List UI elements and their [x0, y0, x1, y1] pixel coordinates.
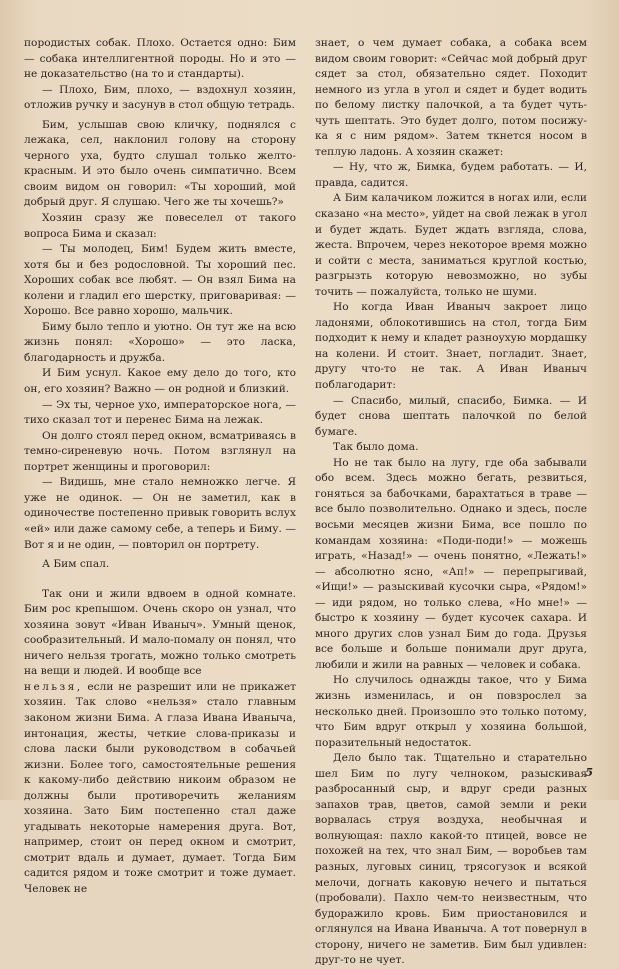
paragraph: Хозяин сразу же повеселел от такого вопроса Бима и сказал: — [24, 212, 296, 240]
paragraph: Но не так было на лугу, где оба забывали обо всем. Здесь можно бегать, резвиться, гоняться за бабочками, барахтаться в траве — все было позволительно. Однако и здесь, после восьми месяцев жизни Бима, все пошло по командам хозяина: «Поди-поди!» — можешь играть, «Назад!» — очень понятно, «Лежать!» — абсолютно ясно, «Ап!» — перепрыгивай, «Ищи!» — разыскивай кусочки сыра, «Рядом!» — иди рядом, но только слева, «Но мне!» — быстро к хозяину — будет кусочек сахара. И много других слов узнал Бим до года. Друзья все больше и больше понимали друг друга, любили и жили на равных — человек и собака. — [315, 456, 587, 671]
paragraph: А Бим калачиком ложится в ногах или, если сказано «на место», уйдет на свой лежак в угол и будет ждать. Будет ждать взгляда, слова, жеста. Впрочем, через некоторое время можно и сойти с места, заниматься круглой костью, разгрызть которую невозможно, но зубы точить — пожалуйста, только не шуми. — [315, 192, 587, 298]
paragraph: — Видишь, мне стало немножко легче. Я уже не одинок. — Он не заметил, как в одиночестве постепенно привык говорить вслух «ей» или даже самому себе, а теперь и Биму. — Вот я и не один, — повторил он портрету. — [24, 476, 296, 551]
paragraph: Но случилось однажды такое, что у Бима жизнь изменилась, и он повзрослел за несколько дней. Произошло это только потому, что Бим вдруг открыл у хозяина большой, поразительный недостаток. — [315, 674, 587, 749]
paragraph: Так они и жили вдвоем в одной комнате. Бим рос крепышом. Очень скоро он узнал, что хозяина зовут «Иван Иваныч». Умный щенок, сообразительный. И мало-помалу он понял, что ничего нельзя трогать, можно только смотреть на вещи и людей. И вообще все — [24, 587, 296, 678]
paragraph: А Бим спал. — [42, 558, 110, 571]
page-number: 5 — [585, 766, 593, 779]
paragraph: нельзя, если не разрешит или не прикажет хозяин. Так слово «нельзя» стало главным законом жизни Бима. А глаза Ивана Иваныча, интонация, жесты, четкие слова-приказы и слова ласки были руководством в собачьей жизни. Более того, самостоятельные решения к какому-либо действию никоим образом не должны были противоречить желаниям хозяина. Зато Бим постепенно стал даже угадывать некоторые намерения друга. Вот, например, стоит он перед окном и смотрит, смотрит вдаль и думает, думает. Тогда Бим садится рядом и тоже смотрит и тоже думает. Человек не — [24, 680, 296, 895]
paragraph: Он долго стоял перед окном, всматриваясь в темно-сиреневую ночь. Потом взглянул на портрет женщины и проговорил: — [24, 429, 296, 473]
paragraph: Бим, услышав свою кличку, поднялся с лежака, сел, наклонил голову на сторону черного уха, будто слушал только желто-красным. И это было очень симпатично. Всем своим видом он говорил: «Ты хороший, мой добрый друг. Я слушаю. Чего же ты хочешь?» — [24, 118, 296, 209]
paragraph: породистых собак. Плохо. Остается одно: Бим — собака интеллигентной породы. Но и это — не доказательство (на то и стандарты). — [24, 37, 296, 81]
spaced-word: нельзя, — [24, 680, 83, 693]
paragraph: — Спасибо, милый, спасибо, Бимка. — И будет снова шептать палочкой по белой бумаге. — [315, 394, 587, 438]
paragraph: — Ты молодец, Бим! Будем жить вместе, хотя бы и без родословной. Ты хороший пес. Хороших собак все любят. — Он взял Бима на колени и гладил его шерстку, приговаривая: — Хорошо. Все равно хорошо, мальчик. — [24, 243, 296, 318]
left-column — [24, 36, 296, 898]
paragraph: Но когда Иван Иваныч закроет лицо ладонями, облокотившись на стол, тогда Бим подходит к нему и кладет разноухую мордашку на колени. И стоит. Знает, погладит. Знает, другу что-то не так. А Иван Иваныч поблагодарит: — [315, 301, 587, 392]
paragraph: знает, о чем думает собака, а собака всем видом своим говорит: «Сейчас мой добрый друг сядет за стол, обязательно сядет. Походит немного из угла в угол и сядет и будет водить по белому листку палочкой, а та будет чуть-чуть шептать. Это будет долго, потом посижу-ка я с ним рядом». Затем ткнется носом в теплую ладонь. А хозяин скажет: — [315, 37, 587, 158]
paragraph: Так было дома. — [333, 441, 419, 454]
right-column — [315, 36, 587, 969]
paragraph: — Плохо, Бим, плохо, — вздохнул хозяин, отложив ручку и засунув в стол общую тетрадь. — [24, 83, 296, 112]
paragraph: Дело было так. Тщательно и старательно шел Бим по лугу челноком, разыскивая разбросанный сыр, и вдруг среди разных запахов трав, цветов, самой земли и реки ворвалась струя воздуха, необычная и волнующая: пахло какой-то птицей, вовсе не похожей на тех, что знал Бим, — воробьев там разных, луговых синиц, трясогузок и всякой мелочи, догнать каковую нечего и пытаться (пробовали). Пахло чем-то неизвестным, что будоражило кровь. Бим приостановился и оглянулся на Ивана Иваныча. А тот повернул в сторону, ничего не заметив. Бим был удивлен: друг-то не чует. — [315, 752, 587, 967]
paragraph: — Эх ты, черное ухо, императорское ногa, — тихо сказал тот и перенес Бима на лежак. — [24, 398, 296, 427]
paragraph: — Ну, что ж, Бимка, будем работать. — И, правда, садится. — [315, 161, 587, 189]
paragraph: И Бим уснул. Какое ему дело до того, кто он, его хозяин? Важно — он родной и близкий. — [24, 367, 296, 396]
paragraph: Биму было тепло и уютно. Он тут же на всю жизнь понял: «Хорошо» — это ласка, благодарность и дружба. — [24, 320, 296, 364]
